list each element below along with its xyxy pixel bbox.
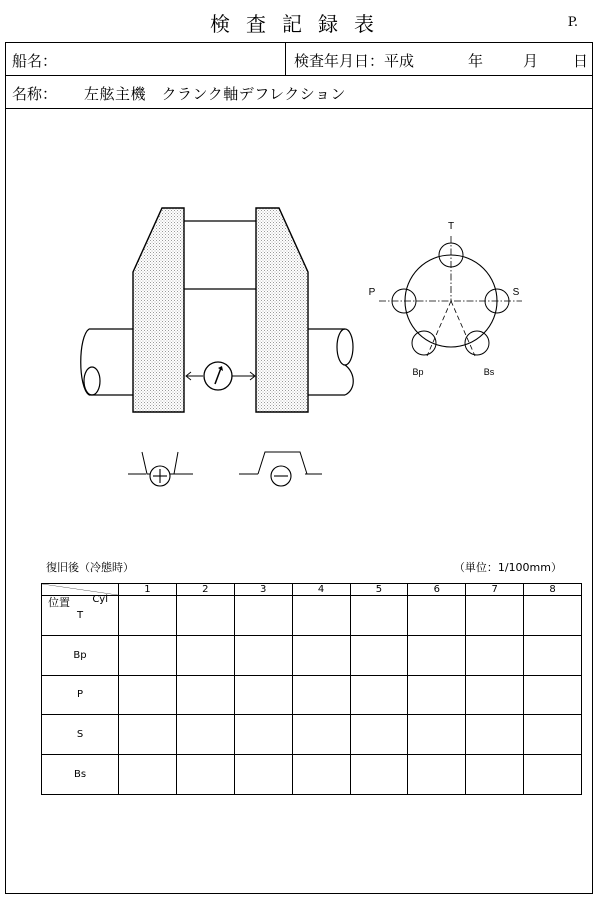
table-cell[interactable] bbox=[234, 635, 292, 675]
table-cell[interactable] bbox=[466, 635, 524, 675]
right-shaft bbox=[308, 329, 353, 395]
table-cell[interactable] bbox=[524, 675, 582, 715]
unit-label: （単位：1/100mm） bbox=[453, 561, 562, 574]
table-cell[interactable] bbox=[350, 635, 408, 675]
table-cell[interactable] bbox=[292, 635, 350, 675]
table-cell[interactable] bbox=[176, 635, 234, 675]
position-diagram bbox=[369, 221, 522, 377]
table-cell[interactable] bbox=[292, 675, 350, 715]
corner-cyl-label: Cyl bbox=[92, 594, 108, 605]
deflection-table bbox=[41, 583, 582, 795]
table-cell[interactable] bbox=[408, 755, 466, 795]
table-cell[interactable] bbox=[234, 596, 292, 636]
crank-pin bbox=[184, 221, 256, 289]
table-row bbox=[42, 715, 582, 755]
table-cell[interactable] bbox=[234, 675, 292, 715]
table-cell[interactable] bbox=[176, 596, 234, 636]
right-crank-web bbox=[256, 208, 308, 412]
table-cell[interactable] bbox=[292, 715, 350, 755]
table-cell[interactable] bbox=[466, 755, 524, 795]
table-caption: 復旧後（冷態時） bbox=[46, 561, 134, 574]
table-cell[interactable] bbox=[408, 715, 466, 755]
page-title: 検査記録表 bbox=[210, 12, 390, 36]
table-cell[interactable] bbox=[350, 755, 408, 795]
item-name-value: 左舷主機 クランク軸デフレクション bbox=[84, 85, 347, 103]
column-header: 8 bbox=[524, 584, 582, 596]
table-cell[interactable] bbox=[176, 675, 234, 715]
column-header: 5 bbox=[350, 584, 408, 596]
row-label: Bp bbox=[42, 635, 119, 675]
page-number-label: P. bbox=[567, 15, 578, 30]
table-cell[interactable] bbox=[524, 755, 582, 795]
label-p: P bbox=[368, 287, 376, 298]
label-bs: Bs bbox=[483, 367, 495, 377]
table-cell[interactable] bbox=[176, 715, 234, 755]
row-label: S bbox=[42, 715, 119, 755]
table-cell[interactable] bbox=[466, 596, 524, 636]
year-label: 年 bbox=[468, 52, 484, 70]
table-cell[interactable] bbox=[350, 675, 408, 715]
label-s: S bbox=[512, 287, 520, 298]
table-header-row bbox=[42, 584, 582, 596]
label-t: T bbox=[447, 221, 455, 232]
table-cell[interactable] bbox=[524, 715, 582, 755]
dial-gauge-icon bbox=[186, 362, 255, 390]
table-cell[interactable] bbox=[119, 715, 177, 755]
table-row bbox=[42, 635, 582, 675]
table-cell[interactable] bbox=[119, 635, 177, 675]
corner-cell bbox=[42, 584, 119, 609]
table-cell[interactable] bbox=[292, 596, 350, 636]
label-bp: Bp bbox=[412, 367, 424, 377]
table-cell[interactable] bbox=[466, 675, 524, 715]
row-label: Bs bbox=[42, 755, 119, 795]
column-header: 6 bbox=[408, 584, 466, 596]
table-cell[interactable] bbox=[408, 596, 466, 636]
column-header: 3 bbox=[234, 584, 292, 596]
row-label: T bbox=[42, 596, 119, 636]
column-header: 2 bbox=[176, 584, 234, 596]
column-header: 7 bbox=[466, 584, 524, 596]
row-label: P bbox=[42, 675, 119, 715]
table-cell[interactable] bbox=[292, 755, 350, 795]
table-cell[interactable] bbox=[466, 715, 524, 755]
table-row bbox=[42, 755, 582, 795]
table-cell[interactable] bbox=[119, 675, 177, 715]
table-cell[interactable] bbox=[119, 596, 177, 636]
left-crank-web bbox=[133, 208, 184, 412]
day-label: 日 bbox=[573, 52, 589, 70]
table-row bbox=[42, 675, 582, 715]
item-name-label: 名称： bbox=[12, 85, 58, 103]
ship-name-label: 船名： bbox=[12, 52, 58, 70]
column-header: 4 bbox=[292, 584, 350, 596]
column-header: 1 bbox=[119, 584, 177, 596]
table-cell[interactable] bbox=[408, 675, 466, 715]
table-cell[interactable] bbox=[524, 635, 582, 675]
table-row bbox=[42, 596, 582, 636]
month-label: 月 bbox=[523, 52, 539, 70]
table-cell[interactable] bbox=[176, 755, 234, 795]
plus-deflection-icon bbox=[128, 452, 193, 486]
table-cell[interactable] bbox=[234, 755, 292, 795]
corner-position-label: 位置 bbox=[48, 596, 70, 609]
table-cell[interactable] bbox=[350, 715, 408, 755]
table-cell[interactable] bbox=[234, 715, 292, 755]
table-cell[interactable] bbox=[408, 635, 466, 675]
table-cell[interactable] bbox=[350, 596, 408, 636]
minus-deflection-icon bbox=[239, 452, 322, 486]
table-cell[interactable] bbox=[119, 755, 177, 795]
left-shaft bbox=[81, 329, 133, 395]
table-cell[interactable] bbox=[524, 596, 582, 636]
inspection-date-label: 検査年月日：平成 bbox=[294, 52, 415, 70]
